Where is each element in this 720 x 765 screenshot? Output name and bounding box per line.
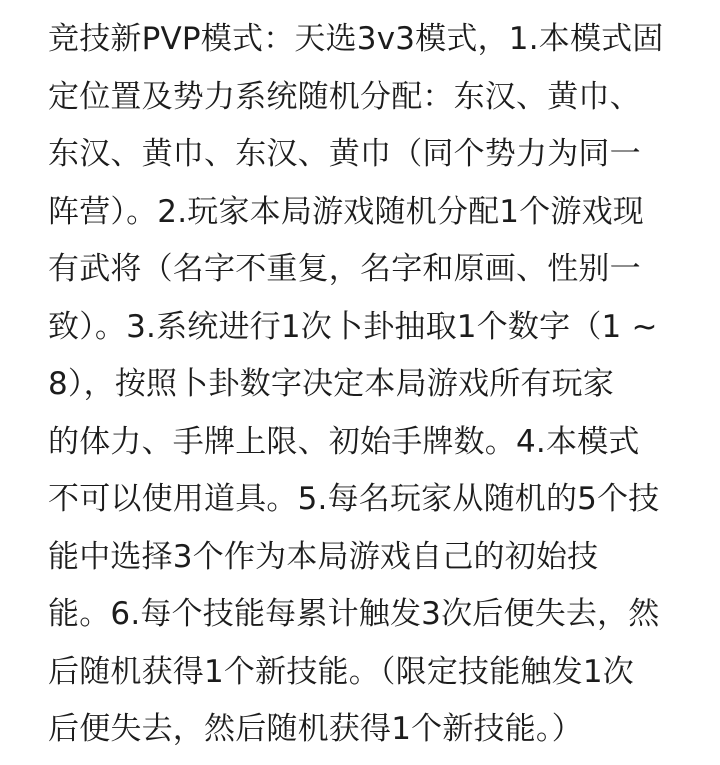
text-line-5: 有武将（名字不重复，名字和原画、性别一 — [48, 251, 641, 287]
text-line-9: 不可以使用道具。5.每名玩家从随机的5个技 — [48, 481, 660, 517]
text-line-1: 竞技新PVP模式：天选3v3模式，1.本模式固 — [48, 21, 664, 57]
text-line-4: 阵营）。2.玩家本局游戏随机分配1个游戏现 — [48, 193, 644, 230]
text-line-2: 定位置及势力系统随机分配：东汉、黄巾、 — [48, 78, 641, 115]
post-body-text — [48, 11, 688, 759]
text-line-10: 能中选择3个作为本局游戏自己的初始技 — [48, 538, 599, 575]
text-line-12: 后随机获得1个新技能。（限定技能触发1次 — [48, 653, 634, 690]
text-line-3: 东汉、黄巾、东汉、黄巾（同个势力为同一 — [48, 136, 641, 172]
text-line-13: 后便失去，然后随机获得1个新技能。） — [48, 711, 583, 747]
text-line-11: 能。6.每个技能每累计触发3次后便失去，然 — [48, 596, 660, 632]
text-line-7: 8），按照卜卦数字决定本局游戏所有玩家 — [48, 366, 615, 402]
text-line-8: 的体力、手牌上限、初始手牌数。4.本模式 — [48, 423, 640, 460]
text-line-6: 致）。3.系统进行1次卜卦抽取1个数字（1 ~ — [48, 308, 658, 345]
